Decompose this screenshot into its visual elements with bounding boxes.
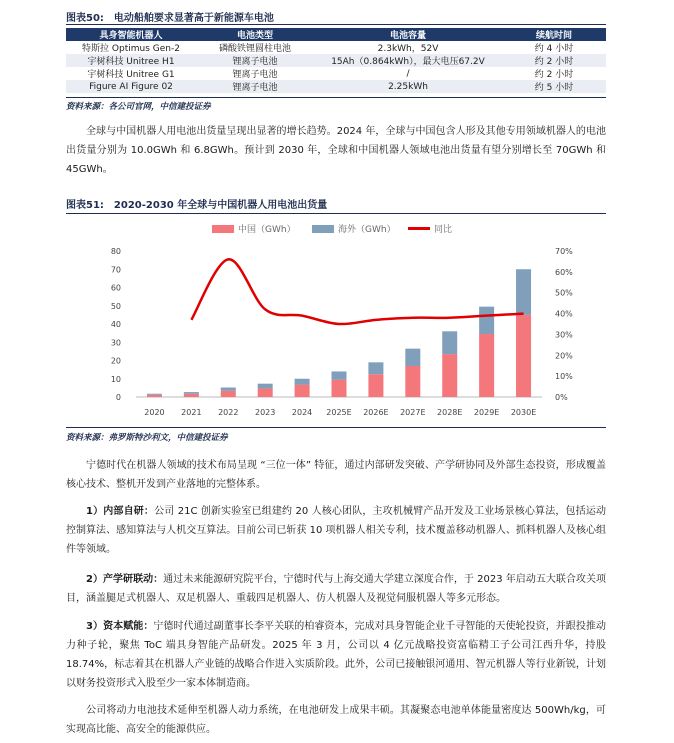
table-source-note: 资料来源：各公司官网，中信建投证券 xyxy=(66,102,211,112)
y-left-tick-label: 60 xyxy=(110,283,121,293)
section-text: 通过未来能源研究院平台，宁德时代与上海交通大学建立深度合作，于 2023 年启动五大联合攻关项目，涵盖腿足式机器人、双足机器人、重载四足机器人、仿人机器人及视觉伺服机器人等多元形态。 xyxy=(66,574,606,604)
bar-china xyxy=(184,394,199,397)
x-tick-label: 2022 xyxy=(218,408,239,417)
x-tick-label: 2027E xyxy=(400,408,426,417)
bar-china xyxy=(368,374,383,397)
bar-china xyxy=(295,385,310,397)
y-right-tick-label: 40% xyxy=(555,309,573,319)
table-figure-number: 图表50: xyxy=(66,13,104,24)
y-left-tick-label: 10 xyxy=(110,374,121,384)
bar-overseas xyxy=(184,392,199,394)
legend-label-overseas: 海外（GWh） xyxy=(338,225,396,235)
y-left-tick-label: 30 xyxy=(110,338,121,348)
y-right-tick-label: 0% xyxy=(555,393,568,402)
section-text: 公司 21C 创新实验室已组建约 20 人核心团队，主攻机械臂产品开发及工业场景核心算法，包括运动控制算法、感知算法与人机交互算法。目前公司已斩获 10 项机器人相关专利，技术覆盖移动机器人、抓料机器人及核心组件等领域。 xyxy=(66,506,606,555)
bar-china xyxy=(442,354,457,397)
paragraph-text: 公司将动力电池技术延伸至机器人动力系统，在电池研发上成果丰硕。其凝聚态电池单体能量密度达 500Wh/kg，可实现高比能、高安全的能源供应。 xyxy=(66,705,606,735)
section-industry-academia xyxy=(66,570,606,608)
paragraph-closing xyxy=(66,701,606,739)
cell-runtime: 约 4 小时 xyxy=(534,44,574,54)
cell-runtime: 约 2 小时 xyxy=(534,70,574,80)
bar-china xyxy=(479,334,494,397)
y-right-tick-label: 30% xyxy=(555,330,573,340)
cell-runtime: 约 2 小时 xyxy=(502,54,606,67)
chart-source-note: 资料来源：弗罗斯特沙利文，中信建投证券 xyxy=(66,433,228,443)
divider xyxy=(66,427,606,428)
paragraph-text: 宁德时代在机器人领域的技术布局呈现 “三位一体” 特征，通过内部研发突破、产学研协同及外部生态投资，形成覆盖核心技术、整机开发到产业落地的完整体系。 xyxy=(66,460,606,490)
y-left-tick-label: 0 xyxy=(115,393,121,402)
paragraph-text: 全球与中国机器人用电池出货量呈现出显著的增长趋势。2024 年，全球与中国包含人形及其他专用领域机器人的电池出货量分别为 10.0GWh 和 6.8GWh。预计到 2030 年，全球和中国机器人领域电池出货量有望分别增长至 70GWh 和 45GWh。 xyxy=(66,126,606,175)
y-right-tick-label: 10% xyxy=(555,372,573,382)
section-capital xyxy=(66,617,606,693)
paragraph-intro xyxy=(66,456,606,494)
cell-battery-type: 锂离子电池 xyxy=(196,54,314,67)
cell-battery-type: 锂离子电池 xyxy=(196,80,314,93)
col-header-robot: 具身智能机器人 xyxy=(66,28,196,41)
bar-overseas xyxy=(442,331,457,354)
y-right-tick-label: 20% xyxy=(555,351,573,361)
cell-capacity: 2.3kWh，52V xyxy=(377,44,439,54)
bar-overseas xyxy=(221,388,236,391)
cell-robot: Figure AI Figure 02 xyxy=(66,80,196,93)
x-tick-label: 2030E xyxy=(510,408,537,417)
bar-overseas xyxy=(405,349,420,366)
y-left-tick-label: 80 xyxy=(110,247,121,256)
bar-overseas xyxy=(516,269,531,315)
bar-china xyxy=(147,395,162,397)
col-header-battery-type: 电池类型 xyxy=(196,28,314,41)
chart-figure-caption: 2020-2030 年全球与中国机器人用电池出货量 xyxy=(113,200,328,211)
y-right-tick-label: 60% xyxy=(555,267,573,277)
x-tick-label: 2023 xyxy=(255,408,276,417)
col-header-runtime: 续航时间 xyxy=(502,28,606,41)
y-right-tick-label: 70% xyxy=(555,247,573,256)
section-heading: 1）内部自研： xyxy=(86,506,155,517)
bar-china xyxy=(516,315,531,397)
legend-label-yoy: 同比 xyxy=(434,225,453,235)
cell-battery-type: 锂离子电池 xyxy=(232,70,278,80)
cell-battery-type: 磷酸铁锂圆柱电池 xyxy=(218,44,291,54)
yoy-line xyxy=(191,259,523,324)
y-left-tick-label: 40 xyxy=(110,320,121,329)
cell-robot: 特斯拉 Optimus Gen-2 xyxy=(82,44,180,54)
table-figure-caption: 电动船舶要求显著高于新能源车电池 xyxy=(113,13,274,24)
section-heading: 3）资本赋能： xyxy=(86,621,154,632)
bar-overseas xyxy=(295,379,310,385)
y-left-tick-label: 70 xyxy=(110,265,121,275)
cell-runtime: 约 5 小时 xyxy=(502,80,606,93)
bar-overseas xyxy=(479,307,494,334)
x-tick-label: 2020 xyxy=(144,408,165,417)
bar-overseas xyxy=(147,394,162,395)
bar-overseas xyxy=(258,384,273,389)
bar-overseas xyxy=(368,362,383,374)
cell-capacity: / xyxy=(406,68,410,79)
x-tick-label: 2024 xyxy=(291,408,313,417)
bar-overseas xyxy=(332,371,347,379)
bar-china xyxy=(258,388,273,397)
x-tick-label: 2028E xyxy=(437,408,463,417)
legend-label-china: 中国（GWh） xyxy=(238,225,296,235)
bar-china xyxy=(405,366,420,397)
x-tick-label: 2025E xyxy=(326,408,352,417)
cell-robot: 宇树科技 Unitree H1 xyxy=(66,54,196,67)
cell-capacity: 2.25kWh xyxy=(314,80,502,93)
chart-figure-number: 图表51: xyxy=(66,200,104,211)
y-left-tick-label: 50 xyxy=(110,301,121,311)
cell-robot: 宇树科技 Unitree G1 xyxy=(87,70,175,80)
y-left-tick-label: 20 xyxy=(110,356,121,366)
bar-china xyxy=(221,391,236,397)
x-tick-label: 2026E xyxy=(363,408,389,417)
section-heading: 2）产学研联动： xyxy=(86,574,164,585)
x-tick-label: 2021 xyxy=(181,408,202,417)
bar-china xyxy=(332,380,347,397)
section-text: 宁德时代通过副董事长李平关联的柏睿资本，完成对具身智能企业千寻智能的天使轮投资，并跟投推动力种子轮，聚焦 ToC 端具身智能产品研发。2025 年 3 月，公司以 4 亿元战略投资富临精工子公司江西升华，持股 18.74%，标志着其在机器人产业链的战略合作进入实质阶段。此外，公司已接触银河通用、智元机器人等行业新锐，计划以财务投资形式入股至少一家本体制造商。 xyxy=(66,621,606,689)
col-header-capacity: 电池容量 xyxy=(314,28,502,41)
section-internal-rd xyxy=(66,502,606,559)
cell-capacity: 15Ah（0.864kWh），最大电压67.2V xyxy=(314,54,502,67)
y-right-tick-label: 50% xyxy=(555,288,573,298)
x-tick-label: 2029E xyxy=(473,408,500,417)
